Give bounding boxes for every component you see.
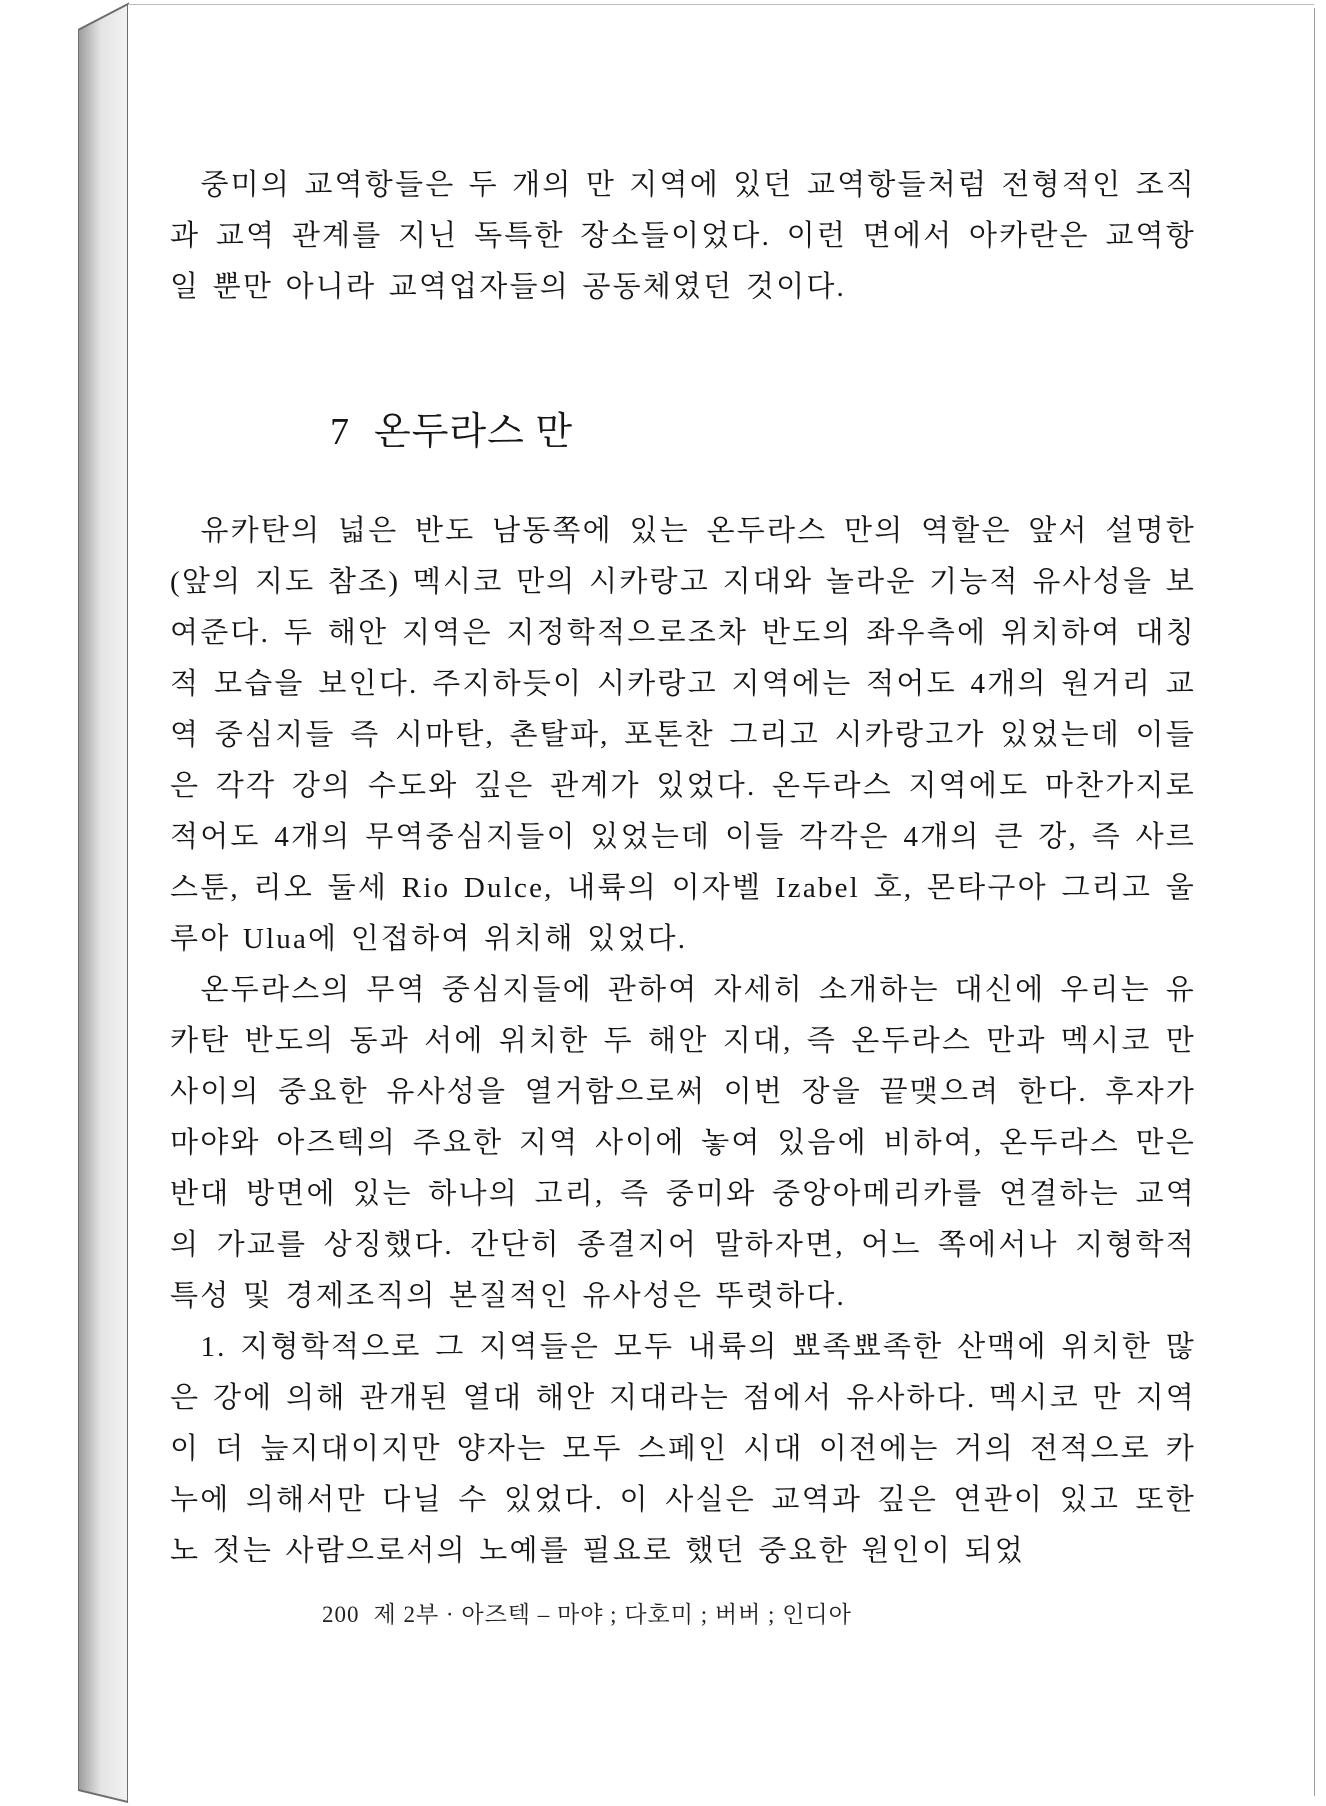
body-text — [170, 506, 1196, 1577]
paragraph-3: 1. 지형학적으로 그 지역들은 모두 내륙의 뾰족뾰족한 산맥에 위치한 많은 강에 의해 관개된 열대 해안 지대라는 점에서 유사하다. 멕시코 만 지역이 더 늪지대이지만 양자는 모두 스페인 시대 이전에는 거의 전적으로 카누에 의해서만 다닐 수 있었다. 이 사실은 교역과 깊은 연관이 있고 또한 노 젓는 사람으로서의 노예를 필요로 했던 중요한 원인이 되었 — [170, 1331, 1196, 1567]
section-heading — [330, 400, 573, 455]
page-footer — [322, 1596, 852, 1629]
paragraph-intro: 중미의 교역항들은 두 개의 만 지역에 있던 교역항들처럼 전형적인 조직과 교역 관계를 지닌 독특한 장소들이었다. 이런 면에서 아카란은 교역항일 뿐만 아니라 교역업자들의 공동체였던 것이다. — [170, 169, 1196, 303]
paragraph-2: 온두라스의 무역 중심지들에 관하여 자세히 소개하는 대신에 우리는 유카탄 반도의 동과 서에 위치한 두 해안 지대, 즉 온두라스 만과 멕시코 만 사이의 중요한 유사성을 열거함으로써 이번 장을 끝맺으려 한다. 후자가 마야와 아즈텍의 주요한 지역 사이에 놓여 있음에 비하여, 온두라스 만은 반대 방면에 있는 하나의 고리, 즉 중미와 중앙아메리카를 연결하는 교역의 가교를 상징했다. 간단히 종결지어 말하자면, 어느 쪽에서나 지형학적 특성 및 경제조직의 본질적인 유사성은 뚜렷하다. — [170, 974, 1196, 1312]
section-title: 온두라스 만 — [374, 411, 574, 453]
book-spine — [78, 0, 130, 1806]
intro-text — [170, 160, 1196, 313]
section-number: 7 — [330, 411, 350, 453]
running-head: 제 2부 · 아즈텍 – 마야 ; 다호미 ; 버버 ; 인디아 — [373, 1602, 852, 1627]
page-number: 200 — [322, 1602, 360, 1627]
paragraph-1: 유카탄의 넓은 반도 남동쪽에 있는 온두라스 만의 역할은 앞서 설명한(앞의 지도 참조) 멕시코 만의 시카랑고 지대와 놀라운 기능적 유사성을 보여준다. 두 해안 지역은 지정학적으로조차 반도의 좌우측에 위치하여 대칭적 모습을 보인다. 주지하듯이 시카랑고 지역에는 적어도 4개의 원거리 교역 중심지들 즉 시마탄, 촌탈파, 포톤찬 그리고 시카랑고가 있었는데 이들은 각각 강의 수도와 깊은 관계가 있었다. 온두라스 지역에도 마찬가지로 적어도 4개의 무역중심지들이 있었는데 이들 각각은 4개의 큰 강, 즉 사르스툰, 리오 둘세 Rio Dulce, 내륙의 이자벨 Izabel 호, 몬타구아 그리고 울루아 Ulua에 인접하여 위치해 있었다. — [170, 515, 1196, 955]
